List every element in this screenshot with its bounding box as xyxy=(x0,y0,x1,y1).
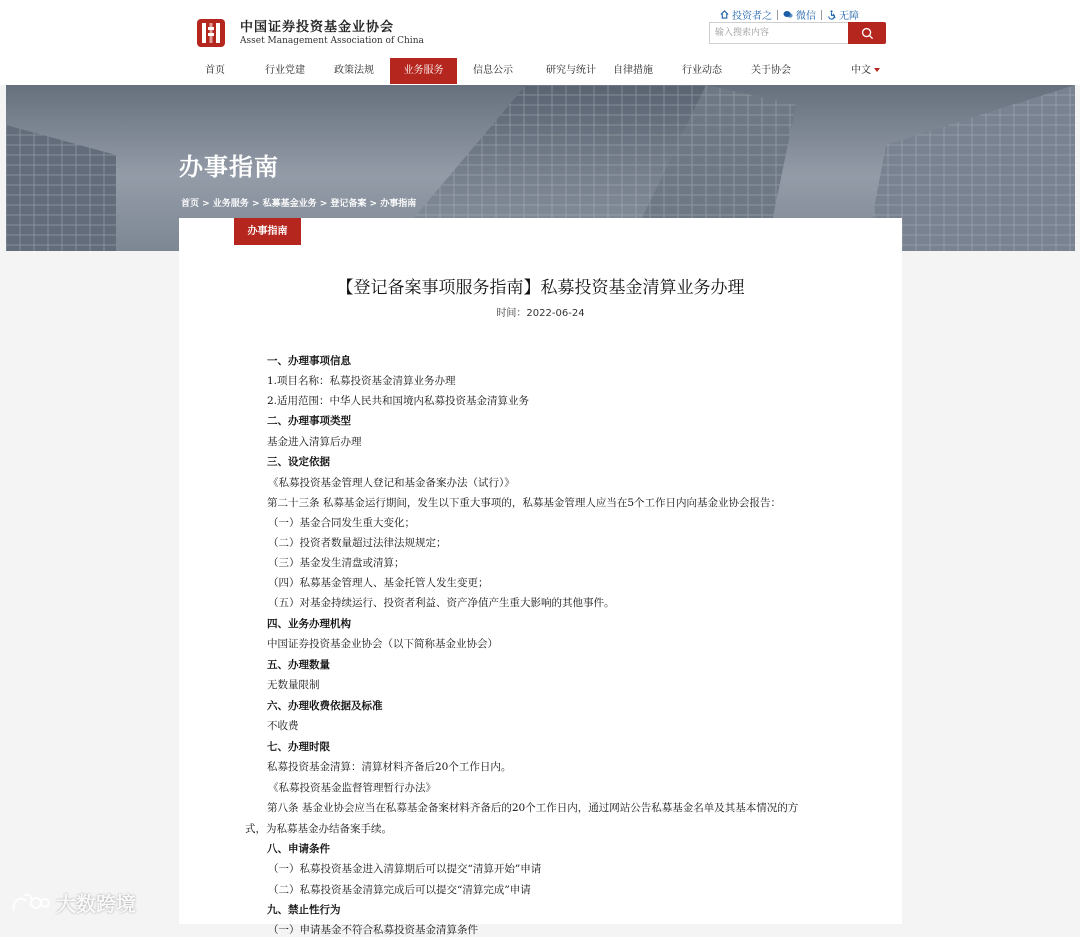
paragraph-line: （一）私募投资基金进入清算期后可以提交“清算开始”申请 xyxy=(268,863,542,875)
nav-info-disclosure[interactable]: 信息公示 xyxy=(473,65,513,76)
quick-links xyxy=(720,7,859,22)
paragraph-line: （一）申请基金不符合私募投资基金清算条件 xyxy=(268,924,478,936)
search-input[interactable]: 输入搜索内容 xyxy=(709,22,848,44)
nav-party-building[interactable]: 行业党建 xyxy=(265,65,305,76)
investor-link-label: 投资者之 xyxy=(732,11,772,22)
nav-self-discipline[interactable]: 自律措施 xyxy=(613,65,653,76)
search-box xyxy=(709,22,886,44)
wechat-link-label: 微信 xyxy=(796,11,816,22)
paragraph-line: 2.适用范围：中华人民共和国境内私募投资基金清算业务 xyxy=(267,395,530,407)
accessibility-link-label: 无障 xyxy=(839,11,859,22)
paragraph-line: 中国证券投资基金业协会（以下简称基金业协会） xyxy=(267,638,498,650)
association-logo-icon xyxy=(196,18,226,48)
home-icon xyxy=(720,10,729,19)
logo-english-name: Asset Management Association of China xyxy=(240,35,424,46)
accessibility-icon xyxy=(827,10,836,19)
paragraph-line: 无数量限制 xyxy=(267,679,320,691)
content-card xyxy=(179,218,902,936)
site-header xyxy=(0,0,1080,85)
watermark xyxy=(10,888,136,917)
paragraph-line: 式，为私募基金办结备案手续。 xyxy=(245,823,392,835)
section-heading: 八、申请条件 xyxy=(267,843,330,855)
paragraph-line: 第八条 基金业协会应当在私募基金备案材料齐备后的20个工作日内，通过网站公告私募基金名单及其基本情况的方 xyxy=(267,802,799,814)
paragraph-line: 第二十三条 私募基金运行期间，发生以下重大事项的，私募基金管理人应当在5个工作日内向基金业协会报告： xyxy=(267,497,782,509)
section-heading: 五、办理数量 xyxy=(267,659,330,671)
watermark-text: 大数跨境 xyxy=(56,892,136,916)
paragraph-line: 私募投资基金清算：清算材料齐备后20个工作日内。 xyxy=(267,761,512,773)
nav-about[interactable]: 关于协会 xyxy=(751,65,791,76)
investor-link[interactable] xyxy=(720,7,772,22)
nav-research-statistics[interactable]: 研究与统计 xyxy=(546,65,596,76)
paragraph-line: （四）私募基金管理人、基金托管人发生变更； xyxy=(268,577,489,589)
language-selector[interactable] xyxy=(851,58,880,84)
site-logo[interactable] xyxy=(196,18,424,48)
section-heading: 四、业务办理机构 xyxy=(267,618,351,630)
language-label: 中文 xyxy=(851,65,871,76)
section-heading: 二、办理事项类型 xyxy=(267,415,351,427)
nav-home[interactable]: 首页 xyxy=(205,65,225,76)
search-button[interactable] xyxy=(848,22,886,44)
paragraph-line: 不收费 xyxy=(267,720,299,732)
wechat-icon xyxy=(783,10,793,19)
section-heading: 一、办理事项信息 xyxy=(267,355,351,367)
banner-title: 办事指南 xyxy=(179,153,279,181)
main-nav xyxy=(181,58,891,84)
nav-industry-news[interactable]: 行业动态 xyxy=(682,65,722,76)
nav-business-services[interactable]: 业务服务 xyxy=(390,58,457,84)
section-heading: 三、设定依据 xyxy=(267,456,330,468)
paragraph-line: 《私募投资基金监督管理暂行办法》 xyxy=(268,782,436,794)
paragraph-line: （二）私募投资基金清算完成后可以提交“清算完成”申请 xyxy=(268,884,531,896)
breadcrumb[interactable]: 首页 > 业务服务 > 私募基金业务 > 登记备案 > 办事指南 xyxy=(181,199,417,209)
article-title: 【登记备案事项服务指南】私募投资基金清算业务办理 xyxy=(336,278,745,298)
divider xyxy=(777,10,778,20)
accessibility-link[interactable] xyxy=(827,7,859,22)
wechat-link[interactable] xyxy=(783,7,816,22)
paragraph-line: 基金进入清算后办理 xyxy=(267,436,362,448)
paragraph-line: 1.项目名称：私募投资基金清算业务办理 xyxy=(267,375,456,387)
section-heading: 九、禁止性行为 xyxy=(267,904,341,916)
article-date: 时间：2022-06-24 xyxy=(496,308,585,319)
section-tab[interactable]: 办事指南 xyxy=(234,218,301,245)
nav-policies[interactable]: 政策法规 xyxy=(334,65,374,76)
watermark-logo-icon xyxy=(10,891,50,915)
chevron-down-icon xyxy=(874,68,880,72)
section-heading: 六、办理收费依据及标准 xyxy=(267,700,383,712)
paragraph-line: 《私募投资基金管理人登记和基金备案办法（试行）》 xyxy=(268,477,515,489)
divider xyxy=(821,10,822,20)
paragraph-line: （五）对基金持续运行、投资者利益、资产净值产生重大影响的其他事件。 xyxy=(268,597,615,609)
section-heading: 七、办理时限 xyxy=(267,741,330,753)
paragraph-line: （一）基金合同发生重大变化； xyxy=(268,517,415,529)
paragraph-line: （三）基金发生清盘或清算； xyxy=(268,557,405,569)
logo-chinese-name: 中国证券投资基金业协会 xyxy=(240,19,395,35)
paragraph-line: （二）投资者数量超过法律法规规定； xyxy=(268,537,447,549)
search-icon xyxy=(861,27,874,40)
